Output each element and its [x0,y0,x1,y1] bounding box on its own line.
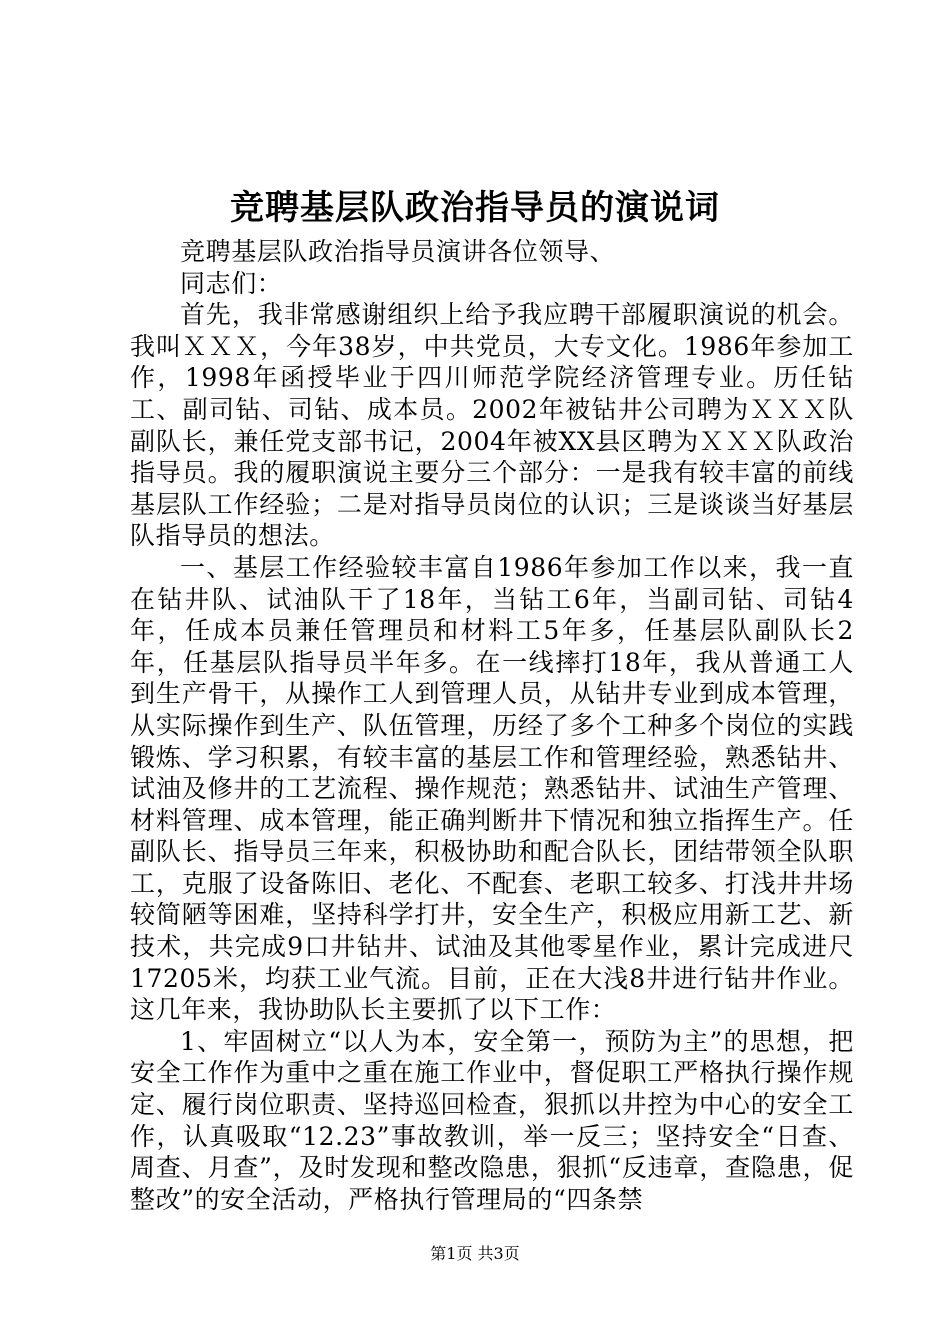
document-body [130,236,854,1215]
page-number-footer: 第1页 共3页 [430,1244,520,1263]
paragraph-salutation-1: 竞聘基层队政治指导员演讲各位领导、 [180,237,616,266]
paragraph-experience: 一、基层工作经验较丰富自1986年参加工作以来，我一直在钻井队、试油队干了18年，当钻工6年，当副司钻、司钻4年，任成本员兼任管理员和材料工5年多，任基层队副队长2年，任基层队指导员半年多。在一线摔打18年，我从普通工人到生产骨干，从操作工人到管理人员，从钻井专业到成本管理，从实际操作到生产、队伍管理，历经了多个工种多个岗位的实践锻炼、学习积累，有较丰富的基层工作和管理经验，熟悉钻井、试油及修井的工艺流程、操作规范；熟悉钻井、试油生产管理、材料管理、成本管理，能正确判断井下情况和独立指挥生产。任副队长、指导员三年来，积极协助和配合队长，团结带领全队职工，克服了设备陈旧、老化、不配套、老职工较多、打浅井井场较简陋等困难，坚持科学打井，安全生产，积极应用新工艺、新技术，共完成9口井钻井、试油及其他零星作业，累计完成进尺17205米，均获工业气流。目前，正在大浅8井进行钻井作业。这几年来，我协助队长主要抓了以下工作： [130,552,854,1025]
paragraph-salutation-2: 同志们： [180,268,283,298]
document-title: 竞聘基层队政治指导员的演说词 [230,188,720,228]
paragraph-introduction: 首先，我非常感谢组织上给予我应聘干部履职演说的机会。我叫ＸＸＸ，今年38岁，中共党员，大专文化。1986年参加工作，1998年函授毕业于四川师范学院经济管理专业。历任钻工、副司钻、司钻、成本员。2002年被钻井公司聘为ＸＸＸ队副队长，兼任党支部书记，2004年被XX县区聘为ＸＸＸ队政治指导员。我的履职演说主要分三个部分：一是我有较丰富的前线基层队工作经验；二是对指导员岗位的认识；三是谈谈当好基层队指导员的想法。 [130,300,854,551]
paragraph-safety: 1、牢固树立“以人为本，安全第一，预防为主”的思想，把安全工作作为重中之重在施工作业中，督促职工严格执行操作规定、履行岗位职责、坚持巡回检查，狠抓以井控为中心的安全工作，认真吸取“12.23”事故教训，举一反三；坚持安全“日查、周查、月查”，及时发现和整改隐患，狠抓“反违章，查隐患，促整改”的安全活动，严格执行管理局的“四条禁 [130,1026,854,1214]
